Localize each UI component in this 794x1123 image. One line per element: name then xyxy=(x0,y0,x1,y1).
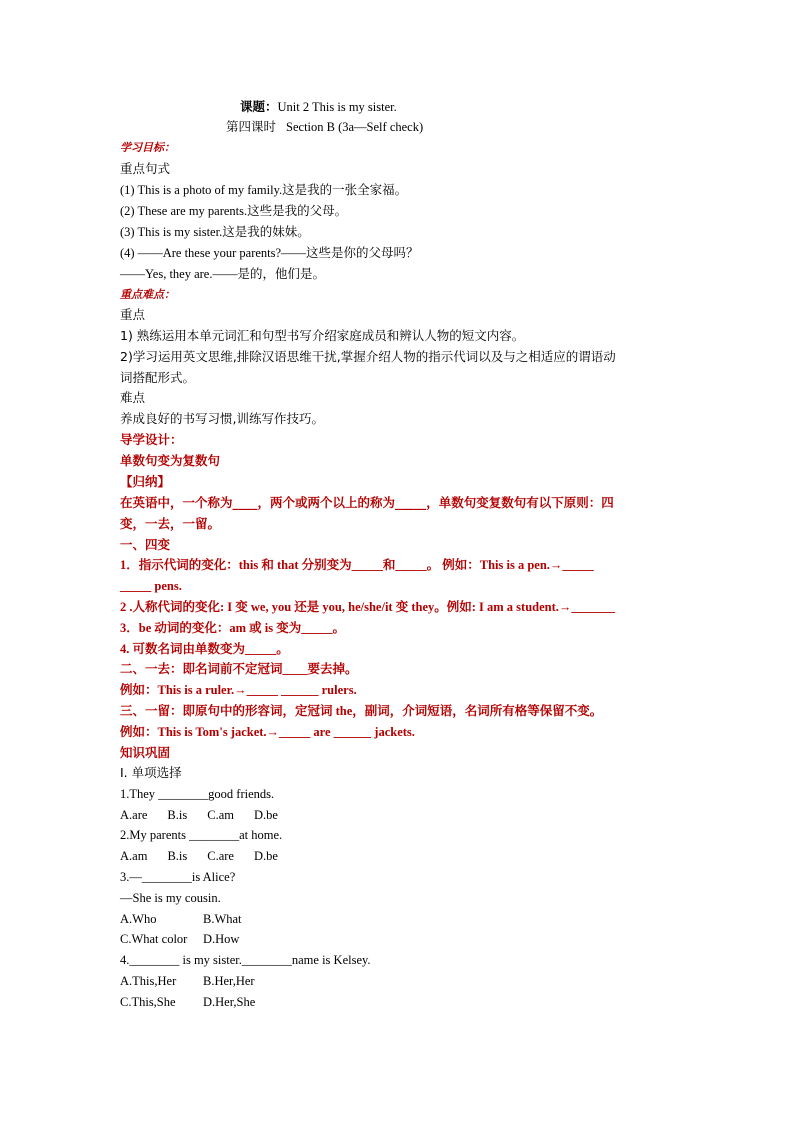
summary-tag: 【归纳】 xyxy=(120,474,171,489)
option: C.are xyxy=(207,849,234,863)
practice-heading: 知识巩固 xyxy=(120,745,171,760)
lesson-title xyxy=(240,98,397,116)
lesson-number: 第四课时 xyxy=(226,119,277,134)
option: B.is xyxy=(167,849,188,863)
rule-line-1: 在英语中，一个称为____，两个或两个以上的称为_____，单数句变复数句有以下原则：四 xyxy=(120,495,614,510)
question-1: 1.They ________good friends. xyxy=(120,787,275,801)
option: A.am xyxy=(120,849,148,863)
key-point-2-cont: 词搭配形式。 xyxy=(120,370,196,385)
sentence-1: (1) This is a photo of my family.这是我的一张全家福。 xyxy=(120,183,408,197)
option: D.How xyxy=(203,932,240,946)
change-1: 1．指示代词的变化：this 和 that 分别变为_____和_____。 例如：This is a pen.→_____ xyxy=(120,558,594,572)
key-point-1: 1) 熟练运用本单元词汇和句型书写介绍家庭成员和辨认人物的短文内容。 xyxy=(120,328,525,343)
question-3-options-row-2 xyxy=(120,930,239,948)
difficult-heading: 难点 xyxy=(120,390,146,405)
key-sentences-heading: 重点句式 xyxy=(120,161,171,176)
section-range: Section B (3a—Self check) xyxy=(286,120,424,134)
sentence-2: (2) These are my parents.这些是我的父母。 xyxy=(120,204,348,218)
difficult-point-1: 养成良好的书写习惯,训练写作技巧。 xyxy=(120,411,324,426)
question-3-reply: —She is my cousin. xyxy=(120,891,221,905)
keep-example: 例如：This is Tom's jacket.→_____ are ______ jackets. xyxy=(120,725,415,739)
title-text: Unit 2 This is my sister. xyxy=(277,100,397,114)
option: C.am xyxy=(207,808,234,822)
guide-heading: 导学设计： xyxy=(120,432,183,447)
rule-line-2: 变，一去，一留。 xyxy=(120,516,221,531)
sentence-4-reply: ——Yes, they are.——是的，他们是。 xyxy=(120,267,325,281)
keep-rule: 三、一留：即原句中的形容词，定冠词 the，副词，介词短语，名词所有格等保留不变。 xyxy=(120,704,603,718)
question-3-options-row-1 xyxy=(120,910,242,928)
option: B.Her,Her xyxy=(203,974,255,988)
guide-topic: 单数句变为复数句 xyxy=(120,453,221,468)
practice-section: Ⅰ. 单项选择 xyxy=(120,765,182,780)
question-3: 3.—________is Alice? xyxy=(120,870,236,884)
four-changes-heading: 一、四变 xyxy=(120,537,171,552)
key-heading: 重点 xyxy=(120,307,146,322)
option: C.This,She xyxy=(120,995,176,1009)
question-4-options-row-2 xyxy=(120,993,255,1011)
lesson-subtitle xyxy=(226,118,423,136)
question-4-options-row-1 xyxy=(120,972,255,990)
sentence-4: (4) ——Are these your parents?——这些是你的父母吗？ xyxy=(120,246,419,260)
keypoints-heading: 重点难点： xyxy=(120,289,175,301)
question-4: 4.________ is my sister.________name is Kelsey. xyxy=(120,953,371,967)
option: D.be xyxy=(253,808,278,822)
option: D.be xyxy=(253,849,278,863)
change-3: 3．be 动词的变化：am 或 is 变为_____。 xyxy=(120,621,346,635)
remove-rule: 二、一去：即名词前不定冠词____要去掉。 xyxy=(120,662,358,676)
option: B.is xyxy=(167,808,188,822)
option: C.What color xyxy=(120,932,188,946)
option: A.are xyxy=(120,808,148,822)
objectives-heading: 学习目标： xyxy=(120,142,175,154)
change-1-cont: _____ pens. xyxy=(120,579,182,593)
question-2-options xyxy=(120,847,278,865)
question-2: 2.My parents ________at home. xyxy=(120,828,283,842)
option: B.What xyxy=(203,912,242,926)
change-4: 4. 可数名词由单数变为_____。 xyxy=(120,642,289,656)
change-2: 2 .人称代词的变化: I 变 we, you 还是 you, he/she/it 变 they。例如: I am a student.→_______ xyxy=(120,600,616,614)
option: A.This,Her xyxy=(120,974,177,988)
remove-example: 例如：This is a ruler.→_____ ______ rulers. xyxy=(120,683,357,697)
option: D.Her,She xyxy=(203,995,256,1009)
key-point-2: 2)学习运用英文思维,排除汉语思维干扰,掌握介绍人物的指示代词以及与之相适应的谓语动 xyxy=(120,349,616,364)
option: A.Who xyxy=(120,912,157,926)
sentence-3: (3) This is my sister.这是我的妹妹。 xyxy=(120,225,310,239)
title-label: 课题： xyxy=(240,99,278,114)
question-1-options xyxy=(120,806,278,824)
